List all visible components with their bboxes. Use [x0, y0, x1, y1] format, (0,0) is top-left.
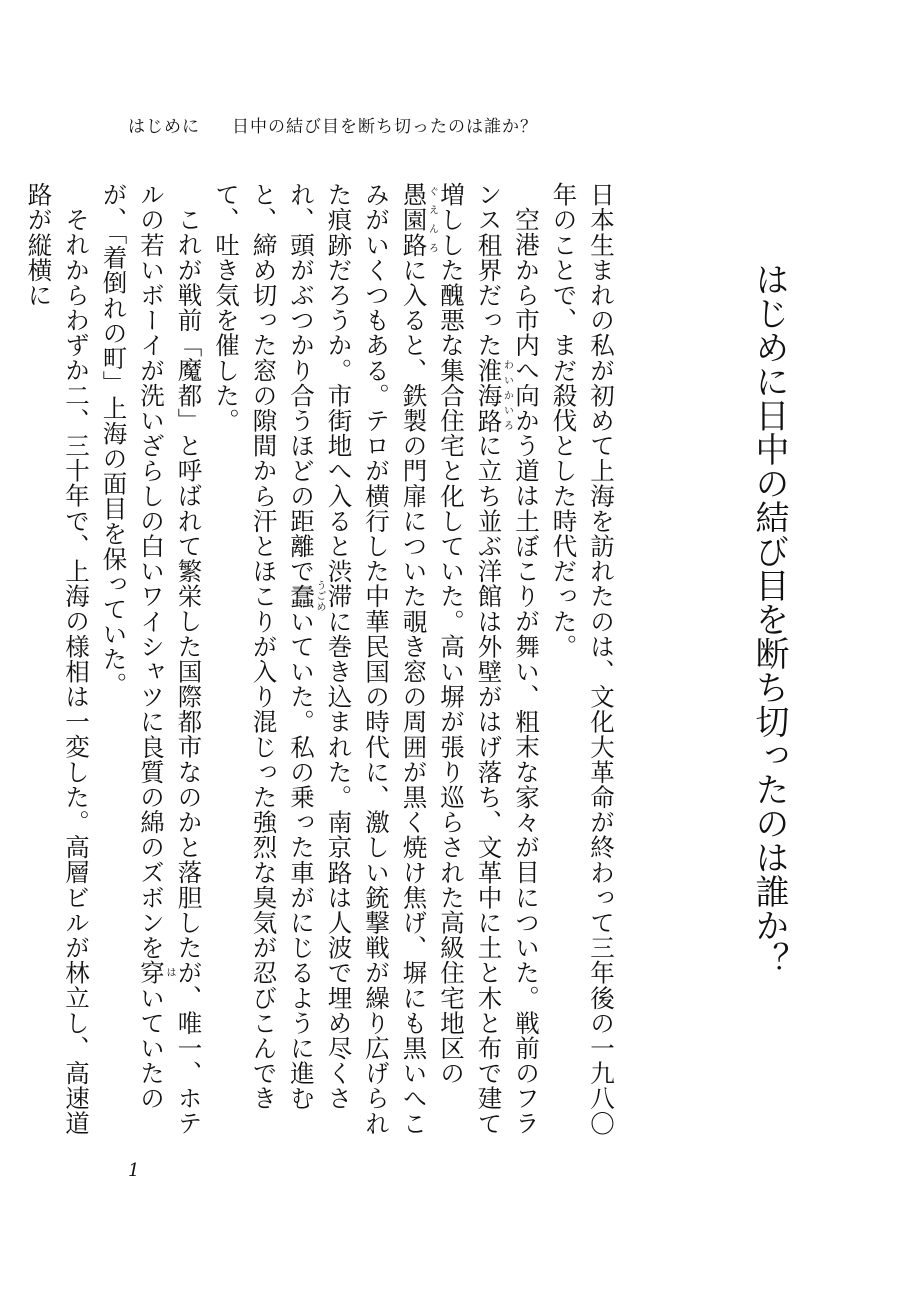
ruby-4-base: 穿: [137, 960, 166, 986]
chapter-label: はじめに: [749, 262, 789, 398]
paragraph-4: [20, 182, 95, 1152]
paragraph-3: [95, 182, 208, 1152]
paragraph-3-text-a: これが戦前「魔都」と呼ばれて繁栄した国際都市なのかと落胆したが、唯一、ホテルの若いボーイが洗いざらしの白いワイシャツに良質の綿のズボンを: [137, 182, 204, 1136]
ruby-word-3: [287, 580, 325, 613]
ruby-4-reading: は: [164, 960, 175, 986]
chapter-heading: [750, 262, 788, 976]
paragraph-1-text: 日本生まれの私が初めて上海を訪れたのは、文化大革命が終わって三年後の一九八〇年のことで、まだ殺伐とした時代だった。: [549, 182, 616, 1136]
ruby-word-1: [474, 357, 513, 434]
ruby-word-4: [137, 960, 175, 986]
paragraph-2-text-a: 空港から市内へ向かう道は土ぼこりが舞い、粗末な家々が目についた。戦前のフランス租界だった: [474, 182, 541, 1136]
chapter-title: 日中の結び目を断ち切ったのは誰か？: [749, 398, 789, 976]
body-text: [24, 182, 620, 1152]
paragraph-2-text-d: いていた。私の乗った車がにじるように進むと、締め切った窓の隙間から汗とほこりが入り混じった強烈な臭気が忍びこんできて、吐き気を催した。: [212, 182, 316, 1111]
paragraph-2-text-c: に入ると、鉄製の門扉についた覗き窓の周囲が黒く焼け焦げ、塀にも黒いへこみがいくつもある。テロが横行した中華民国の時代に、激しい銃撃戦が繰り広げられた痕跡だろうか。市街地へ入ると渋滞に巻き込まれた。南京路は人波で埋め尽くされ、頭がぶつかり合うほどの距離で: [287, 182, 429, 1136]
ruby-3-reading: うごめ: [314, 580, 325, 613]
paragraph-2-text-b: に立ち並ぶ洋館は外壁がはげ落ち、文革中に土と木と布で建て増しした醜悪な集合住宅と化していた。高い塀が張り巡らされた高級住宅地区の: [437, 182, 504, 1136]
ruby-2-base: 愚園路: [399, 182, 429, 258]
running-head: [128, 112, 538, 137]
paragraph-1: [545, 182, 620, 1152]
page-number: 1: [128, 1160, 140, 1181]
ruby-1-base: 淮海路: [474, 357, 504, 434]
paragraph-4-text: それからわずか二、三十年で、上海の様相は一変した。高層ビルが林立し、高速道路が縦横に: [24, 182, 91, 1136]
paragraph-3-text-b: いていたのが、「着倒れの町」上海の面目を保っていた。: [99, 182, 166, 1111]
running-head-title: 日中の結び目を断ち切ったのは誰か？: [232, 117, 538, 137]
ruby-2-reading: ぐえんろ: [426, 182, 438, 258]
paragraph-2: [208, 182, 546, 1152]
ruby-word-2: [399, 182, 438, 258]
running-head-section: はじめに: [128, 117, 200, 137]
ruby-3-base: 蠢: [287, 580, 316, 613]
ruby-1-reading: わいかいろ: [501, 357, 513, 433]
